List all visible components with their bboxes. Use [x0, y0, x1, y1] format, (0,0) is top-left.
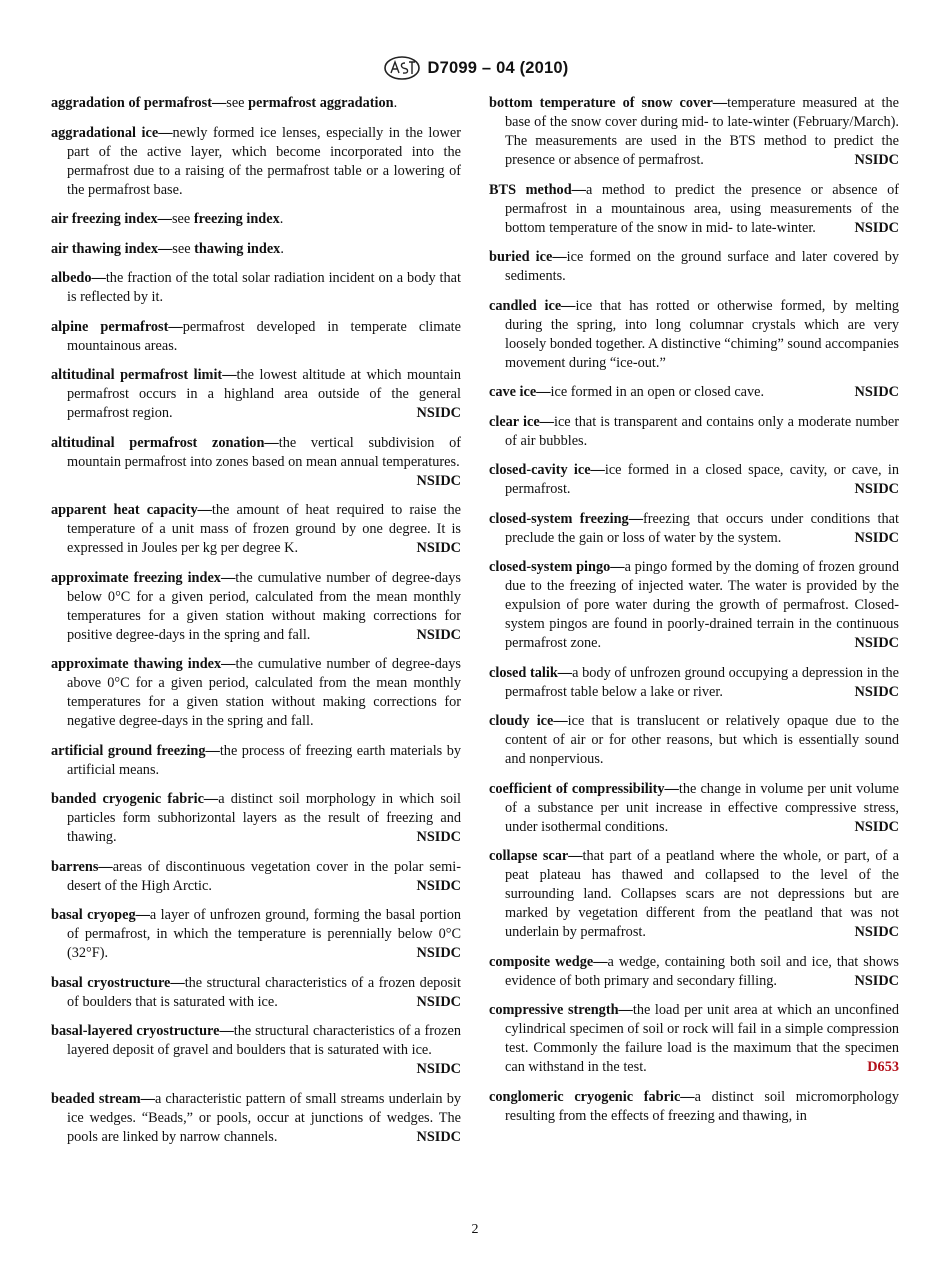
- glossary-entry: [51, 318, 461, 356]
- glossary-term: candled ice—: [489, 297, 576, 314]
- glossary-entry: [51, 269, 461, 307]
- source-reference: NSIDC: [854, 152, 899, 168]
- glossary-entry: [51, 366, 461, 423]
- glossary-definition: a body of unfrozen ground occupying a depression in the permafrost table below a lake or river.: [505, 664, 899, 700]
- glossary-term: banded cryogenic fabric—: [51, 791, 219, 807]
- glossary-entry: [51, 906, 461, 963]
- source-reference: NSIDC: [854, 683, 899, 700]
- glossary-entry: [489, 664, 899, 702]
- source-reference: NSIDC: [416, 993, 461, 1010]
- glossary-term: alpine permafrost—: [51, 318, 183, 335]
- glossary-term: basal-layered cryostructure—: [51, 1023, 234, 1039]
- glossary-definition: a method to predict the presence or absence of permafrost in a mountainous area, using measurements of the bottom temperature of the snow in mid- to late-winter.: [505, 181, 899, 236]
- source-reference: NSIDC: [416, 877, 461, 894]
- glossary-definition: the change in volume per unit volume of a substance per unit increase in effective compressive stress, under isothermal conditions.: [505, 780, 900, 835]
- source-reference: NSIDC: [416, 1128, 461, 1145]
- glossary-entry: [51, 974, 461, 1012]
- source-reference: NSIDC: [416, 945, 461, 961]
- glossary-term: coefficient of compressibility—: [489, 780, 679, 797]
- glossary-definition: ice formed in a closed space, cavity, or cave, in permafrost.: [505, 462, 899, 497]
- glossary-entry: [51, 434, 461, 491]
- glossary-definition: see: [171, 211, 194, 227]
- glossary-term: closed-system freezing—: [489, 510, 644, 527]
- glossary-term: closed talik—: [489, 664, 573, 681]
- glossary-term: cave ice—: [489, 384, 551, 400]
- source-reference: NSIDC: [854, 924, 899, 940]
- glossary-term: compressive strength—: [489, 1002, 633, 1018]
- glossary-definition: permafrost developed in temperate climate mountainous areas.: [67, 318, 462, 354]
- glossary-entry: [489, 558, 899, 653]
- glossary-term: bottom temperature of snow cover—: [489, 95, 728, 111]
- glossary-term: barrens—: [51, 858, 113, 875]
- punctuation: .: [280, 240, 284, 257]
- glossary-definition: the cumulative number of degree-days above 0°C for a given period, calculated from the mean monthly temperatures for a given station without making corrections for negative degree-days in the spring and fall.: [67, 656, 461, 729]
- glossary-definition: that part of a peatland where the whole, or part, of a peat plateau has thawed and collapsed to the level of the surrounding land. Collapses scars are not depressions but are marked by vegetation different from the peatland that was not underlain by permafrost.: [505, 848, 899, 940]
- glossary-definition: ice formed in an open or closed cave.: [550, 384, 765, 400]
- glossary-definition: newly formed ice lenses, especially in the lower part of the active layer, which become incorporated into the permafrost due to a raising of the permafrost table or a lowering of the permafrost base.: [67, 124, 461, 198]
- glossary-entry: [51, 1022, 461, 1079]
- glossary-term: cloudy ice—: [489, 713, 568, 729]
- glossary-entry: [489, 181, 899, 238]
- glossary-entry: [489, 780, 899, 837]
- right-column: [489, 94, 899, 1136]
- punctuation: .: [393, 95, 398, 111]
- glossary-term: approximate thawing index—: [51, 656, 236, 672]
- source-reference[interactable]: D653: [867, 1059, 899, 1075]
- glossary-definition: a pingo formed by the doming of frozen ground due to the freezing of injected water. The water is provided by the expulsion of pore water during the growth of permafrost. Closed-system pingos are found in poorly-drained terrain in the continuous permafrost zone.: [505, 559, 899, 651]
- glossary-term: beaded stream—: [51, 1090, 155, 1107]
- page-header: [0, 56, 950, 80]
- glossary-entry: [51, 742, 461, 780]
- page-number: 2: [471, 1222, 479, 1237]
- glossary-entry: [51, 501, 461, 558]
- glossary-definition: the fraction of the total solar radiation incident on a body that is reflected by it.: [67, 270, 461, 305]
- glossary-definition: the cumulative number of degree-days below 0°C for a given period, calculated from the mean monthly temperatures for a given station without making corrections for positive degree-days in the spring and fall.: [67, 569, 461, 643]
- glossary-term: artificial ground freezing—: [51, 742, 220, 759]
- glossary-entry: [51, 1090, 461, 1147]
- glossary-term: closed-cavity ice—: [489, 462, 605, 478]
- source-reference: NSIDC: [416, 829, 461, 845]
- glossary-entry: [489, 413, 899, 451]
- glossary-term: altitudinal permafrost zonation—: [51, 434, 279, 451]
- glossary-term: air thawing index—: [51, 240, 173, 257]
- glossary-definition: a wedge, containing both soil and ice, that shows evidence of both primary and secondary filling.: [505, 953, 899, 989]
- glossary-definition: the load per unit area at which an unconfined cylindrical specimen of soil or rock will fail in a simple compression test. Commonly the failure load is the maximum that the specimen can withstand in the test.: [505, 1002, 899, 1075]
- source-reference: NSIDC: [416, 626, 461, 643]
- source-reference: NSIDC: [416, 540, 461, 556]
- glossary-entry: [51, 240, 461, 259]
- glossary-entry: [489, 847, 899, 942]
- glossary-definition: the structural characteristics of a frozen deposit of boulders that is saturated with ice.: [67, 974, 461, 1010]
- source-reference: NSIDC: [416, 405, 461, 421]
- source-reference: NSIDC: [854, 481, 899, 497]
- glossary-definition: temperature measured at the base of the snow cover during mid- to late-winter (February/March). The measurements are used in the BTS method to predict the presence or absence of permafrost.: [505, 95, 899, 168]
- glossary-term: basal cryostructure—: [51, 974, 185, 991]
- glossary-term: approximate freezing index—: [51, 569, 236, 586]
- punctuation: .: [279, 211, 284, 227]
- glossary-definition: areas of discontinuous vegetation cover in the polar semi-desert of the High Arctic.: [67, 858, 461, 894]
- glossary-term: closed-system pingo—: [489, 559, 625, 575]
- glossary-term: apparent heat capacity—: [51, 502, 212, 518]
- glossary-entry: [489, 712, 899, 769]
- glossary-entry: [489, 1001, 899, 1077]
- glossary-entry: [489, 383, 899, 402]
- glossary-term: BTS method—: [489, 181, 586, 198]
- glossary-entry: [51, 124, 461, 200]
- cross-reference: freezing index: [193, 211, 280, 227]
- glossary-definition: a distinct soil micromorphology resulting from the effects of freezing and thawing, in: [505, 1088, 900, 1124]
- source-reference: NSIDC: [854, 219, 899, 236]
- glossary-term: air freezing index—: [51, 211, 172, 227]
- source-reference: NSIDC: [854, 384, 899, 400]
- glossary-definition: ice that is transparent and contains only a moderate number of air bubbles.: [505, 413, 899, 449]
- glossary-definition: ice that has rotted or otherwise formed, by melting during the spring, into long columnar crystals which are very loosely bonded together. A distinctive “chiming” sound accompanies movement during “ice-out.”: [505, 297, 899, 371]
- source-reference: NSIDC: [854, 818, 899, 835]
- source-reference: NSIDC: [854, 529, 899, 546]
- glossary-entry: [51, 569, 461, 645]
- source-reference: NSIDC: [416, 1061, 461, 1077]
- glossary-entry: [489, 510, 899, 548]
- cross-reference: thawing index: [194, 240, 281, 257]
- glossary-term: aggradational ice—: [51, 124, 173, 141]
- glossary-definition: a layer of unfrozen ground, forming the basal portion of permafrost, in which the temperature is perennially below 0°C (32°F).: [67, 907, 461, 961]
- glossary-definition: ice formed on the ground surface and later covered by sediments.: [505, 249, 899, 284]
- glossary-entry: [489, 461, 899, 499]
- glossary-definition: a distinct soil morphology in which soil particles form subhorizontal layers as the result of freezing and thawing.: [67, 791, 461, 845]
- glossary-definition: the structural characteristics of a frozen layered deposit of gravel and boulders that is saturated with ice.: [67, 1023, 462, 1058]
- glossary-entry: [489, 248, 899, 286]
- glossary-definition: ice that is translucent or relatively opaque due to the content of air or for other reasons, but which is essentially sound and nonpervious.: [505, 713, 899, 767]
- glossary-entry: [51, 210, 461, 229]
- glossary-entry: [51, 858, 461, 896]
- glossary-term: albedo—: [51, 270, 106, 286]
- glossary-entry: [51, 94, 461, 113]
- glossary-term: composite wedge—: [489, 953, 608, 970]
- glossary-entry: [489, 297, 899, 373]
- glossary-entry: [489, 1088, 899, 1126]
- glossary-term: aggradation of permafrost—: [51, 95, 227, 111]
- glossary-definition: a characteristic pattern of small streams underlain by ice wedges. “Beads,” or pools, occur at junctions of wedges. The pools are linked by narrow channels.: [67, 1090, 461, 1145]
- astm-logo-icon: [382, 56, 422, 80]
- glossary-term: collapse scar—: [489, 848, 583, 864]
- glossary-entry: [51, 790, 461, 847]
- glossary-entry: [489, 953, 899, 991]
- left-column: [51, 94, 461, 1157]
- cross-reference: permafrost aggradation: [248, 95, 394, 111]
- glossary-definition: the lowest altitude at which mountain permafrost occurs in a highland area outside of the general permafrost region.: [67, 367, 461, 421]
- glossary-term: basal cryopeg—: [51, 907, 150, 923]
- glossary-entry: [489, 94, 899, 170]
- glossary-definition: freezing that occurs under conditions that preclude the gain or loss of water by the system.: [505, 510, 899, 546]
- glossary-definition: the vertical subdivision of mountain permafrost into zones based on mean annual temperatures.: [67, 434, 461, 470]
- glossary-term: buried ice—: [489, 249, 567, 265]
- glossary-definition: see: [226, 95, 249, 111]
- glossary-term: conglomeric cryogenic fabric—: [489, 1088, 695, 1105]
- source-reference: NSIDC: [854, 972, 899, 989]
- glossary-entry: [51, 655, 461, 731]
- glossary-definition: see: [172, 240, 195, 257]
- source-reference: NSIDC: [416, 472, 461, 489]
- glossary-term: altitudinal permafrost limit—: [51, 367, 237, 383]
- source-reference: NSIDC: [854, 635, 899, 651]
- glossary-definition: the amount of heat required to raise the temperature of a unit mass of frozen ground by one degree. It is expressed in Joules per kg per degree K.: [67, 502, 461, 556]
- document-id: D7099 – 04 (2010): [427, 58, 569, 77]
- glossary-term: clear ice—: [489, 413, 554, 430]
- glossary-definition: the process of freezing earth materials by artificial means.: [67, 742, 461, 778]
